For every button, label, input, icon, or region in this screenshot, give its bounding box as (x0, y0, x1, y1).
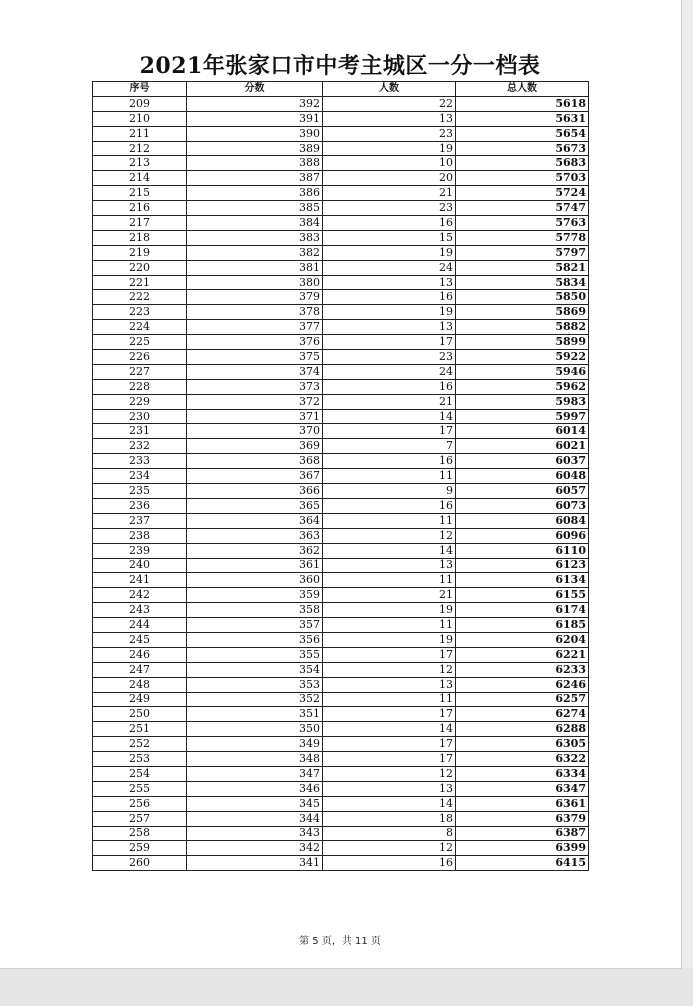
table-row (93, 826, 589, 841)
cell-score: 345 (187, 796, 323, 811)
cell-score: 342 (187, 841, 323, 856)
cell-seq: 227 (93, 364, 187, 379)
cell-seq: 259 (93, 841, 187, 856)
cell-total: 5983 (456, 394, 589, 409)
cell-score: 368 (187, 454, 323, 469)
table-row (93, 245, 589, 260)
cell-count: 17 (323, 752, 456, 767)
cell-count: 17 (323, 335, 456, 350)
cell-score: 364 (187, 513, 323, 528)
table-row (93, 364, 589, 379)
table-row (93, 320, 589, 335)
cell-seq: 221 (93, 275, 187, 290)
cell-count: 17 (323, 737, 456, 752)
cell-seq: 220 (93, 260, 187, 275)
table-row (93, 141, 589, 156)
cell-total: 6221 (456, 647, 589, 662)
cell-count: 13 (323, 558, 456, 573)
cell-score: 354 (187, 662, 323, 677)
cell-total: 6347 (456, 781, 589, 796)
table-row (93, 498, 589, 513)
cell-score: 370 (187, 424, 323, 439)
cell-total: 5850 (456, 290, 589, 305)
cell-score: 352 (187, 692, 323, 707)
cell-count: 19 (323, 305, 456, 320)
cell-seq: 255 (93, 781, 187, 796)
cell-count: 15 (323, 230, 456, 245)
cell-total: 6084 (456, 513, 589, 528)
cell-score: 376 (187, 335, 323, 350)
cell-score: 357 (187, 618, 323, 633)
cell-count: 11 (323, 692, 456, 707)
table-row (93, 796, 589, 811)
cell-score: 374 (187, 364, 323, 379)
cell-total: 5724 (456, 186, 589, 201)
cell-count: 17 (323, 707, 456, 722)
cell-score: 369 (187, 439, 323, 454)
cell-score: 383 (187, 230, 323, 245)
cell-count: 24 (323, 260, 456, 275)
cell-seq: 242 (93, 588, 187, 603)
table-row (93, 781, 589, 796)
cell-total: 6399 (456, 841, 589, 856)
cell-count: 16 (323, 454, 456, 469)
cell-count: 19 (323, 632, 456, 647)
vertical-scrollbar[interactable] (682, 0, 693, 968)
table-row (93, 722, 589, 737)
cell-count: 21 (323, 588, 456, 603)
cell-total: 6014 (456, 424, 589, 439)
cell-count: 11 (323, 573, 456, 588)
cell-score: 388 (187, 156, 323, 171)
table-row (93, 394, 589, 409)
cell-score: 347 (187, 766, 323, 781)
cell-total: 5946 (456, 364, 589, 379)
table-row (93, 439, 589, 454)
table-row (93, 379, 589, 394)
table-row (93, 841, 589, 856)
cell-seq: 258 (93, 826, 187, 841)
cell-seq: 247 (93, 662, 187, 677)
cell-total: 5797 (456, 245, 589, 260)
cell-count: 19 (323, 141, 456, 156)
cell-count: 13 (323, 677, 456, 692)
cell-count: 23 (323, 350, 456, 365)
table-row (93, 856, 589, 871)
table-row (93, 409, 589, 424)
cell-seq: 209 (93, 96, 187, 111)
cell-count: 23 (323, 201, 456, 216)
cell-count: 7 (323, 439, 456, 454)
cell-total: 6322 (456, 752, 589, 767)
cell-score: 377 (187, 320, 323, 335)
cell-total: 5922 (456, 350, 589, 365)
cell-count: 14 (323, 409, 456, 424)
cell-score: 358 (187, 603, 323, 618)
table-row (93, 424, 589, 439)
cell-count: 13 (323, 275, 456, 290)
cell-score: 359 (187, 588, 323, 603)
cell-count: 12 (323, 766, 456, 781)
cell-seq: 239 (93, 543, 187, 558)
cell-score: 365 (187, 498, 323, 513)
cell-count: 16 (323, 856, 456, 871)
cell-score: 350 (187, 722, 323, 737)
header-score: 分数 (187, 82, 323, 97)
table-row (93, 484, 589, 499)
cell-seq: 245 (93, 632, 187, 647)
cell-count: 14 (323, 722, 456, 737)
cell-score: 363 (187, 528, 323, 543)
cell-total: 6048 (456, 469, 589, 484)
cell-total: 6415 (456, 856, 589, 871)
cell-score: 390 (187, 126, 323, 141)
cell-count: 13 (323, 781, 456, 796)
cell-score: 367 (187, 469, 323, 484)
cell-count: 24 (323, 364, 456, 379)
page-footer: 第 5 页，共 11 页 (299, 936, 381, 947)
cell-total: 5703 (456, 171, 589, 186)
table-row (93, 216, 589, 231)
cell-seq: 237 (93, 513, 187, 528)
cell-score: 379 (187, 290, 323, 305)
cell-seq: 216 (93, 201, 187, 216)
table-row (93, 662, 589, 677)
cell-count: 19 (323, 603, 456, 618)
table-header-row (93, 82, 589, 97)
cell-total: 5834 (456, 275, 589, 290)
table-row (93, 96, 589, 111)
table-row (93, 290, 589, 305)
cell-count: 12 (323, 528, 456, 543)
cell-score: 341 (187, 856, 323, 871)
cell-score: 381 (187, 260, 323, 275)
cell-seq: 248 (93, 677, 187, 692)
cell-total: 5747 (456, 201, 589, 216)
table-row (93, 111, 589, 126)
cell-total: 6096 (456, 528, 589, 543)
cell-seq: 232 (93, 439, 187, 454)
table-row (93, 737, 589, 752)
table-row (93, 156, 589, 171)
cell-seq: 229 (93, 394, 187, 409)
table-row (93, 171, 589, 186)
table-row (93, 454, 589, 469)
cell-seq: 210 (93, 111, 187, 126)
cell-count: 12 (323, 841, 456, 856)
cell-count: 14 (323, 543, 456, 558)
cell-seq: 249 (93, 692, 187, 707)
table-row (93, 766, 589, 781)
table-row (93, 558, 589, 573)
table-row (93, 603, 589, 618)
cell-total: 5683 (456, 156, 589, 171)
cell-score: 343 (187, 826, 323, 841)
cell-seq: 219 (93, 245, 187, 260)
cell-total: 6185 (456, 618, 589, 633)
cell-count: 13 (323, 111, 456, 126)
table-row (93, 707, 589, 722)
cell-count: 16 (323, 498, 456, 513)
cell-count: 12 (323, 662, 456, 677)
cell-score: 348 (187, 752, 323, 767)
cell-seq: 228 (93, 379, 187, 394)
cell-count: 21 (323, 394, 456, 409)
table-row (93, 677, 589, 692)
cell-count: 22 (323, 96, 456, 111)
cell-score: 361 (187, 558, 323, 573)
table-row (93, 260, 589, 275)
table-row (93, 528, 589, 543)
cell-total: 5631 (456, 111, 589, 126)
cell-total: 6274 (456, 707, 589, 722)
cell-seq: 213 (93, 156, 187, 171)
cell-total: 6361 (456, 796, 589, 811)
table-row (93, 811, 589, 826)
cell-seq: 218 (93, 230, 187, 245)
table-row (93, 335, 589, 350)
cell-score: 391 (187, 111, 323, 126)
cell-total: 6057 (456, 484, 589, 499)
cell-count: 11 (323, 513, 456, 528)
cell-total: 6134 (456, 573, 589, 588)
cell-count: 17 (323, 647, 456, 662)
cell-total: 5882 (456, 320, 589, 335)
cell-total: 6073 (456, 498, 589, 513)
cell-seq: 243 (93, 603, 187, 618)
cell-score: 355 (187, 647, 323, 662)
cell-total: 5763 (456, 216, 589, 231)
cell-total: 6246 (456, 677, 589, 692)
cell-count: 21 (323, 186, 456, 201)
cell-seq: 212 (93, 141, 187, 156)
cell-total: 5962 (456, 379, 589, 394)
cell-total: 5778 (456, 230, 589, 245)
cell-seq: 231 (93, 424, 187, 439)
cell-score: 360 (187, 573, 323, 588)
header-count: 人数 (323, 82, 456, 97)
cell-count: 17 (323, 424, 456, 439)
header-seq: 序号 (93, 82, 187, 97)
cell-total: 5869 (456, 305, 589, 320)
cell-score: 353 (187, 677, 323, 692)
cell-seq: 256 (93, 796, 187, 811)
cell-score: 351 (187, 707, 323, 722)
viewer-bottom-area (0, 969, 693, 1006)
cell-count: 20 (323, 171, 456, 186)
cell-score: 344 (187, 811, 323, 826)
cell-score: 385 (187, 201, 323, 216)
cell-total: 6233 (456, 662, 589, 677)
table-row (93, 305, 589, 320)
cell-score: 380 (187, 275, 323, 290)
cell-total: 5673 (456, 141, 589, 156)
cell-seq: 235 (93, 484, 187, 499)
table-row (93, 692, 589, 707)
cell-count: 16 (323, 290, 456, 305)
cell-count: 23 (323, 126, 456, 141)
cell-count: 14 (323, 796, 456, 811)
cell-score: 382 (187, 245, 323, 260)
cell-seq: 215 (93, 186, 187, 201)
cell-total: 6387 (456, 826, 589, 841)
cell-seq: 244 (93, 618, 187, 633)
cell-count: 19 (323, 245, 456, 260)
cell-seq: 214 (93, 171, 187, 186)
cell-total: 6288 (456, 722, 589, 737)
cell-total: 6379 (456, 811, 589, 826)
cell-total: 6021 (456, 439, 589, 454)
cell-total: 6204 (456, 632, 589, 647)
cell-seq: 240 (93, 558, 187, 573)
cell-total: 5899 (456, 335, 589, 350)
cell-seq: 223 (93, 305, 187, 320)
cell-seq: 252 (93, 737, 187, 752)
cell-total: 6155 (456, 588, 589, 603)
table-row (93, 201, 589, 216)
cell-score: 392 (187, 96, 323, 111)
table-row (93, 126, 589, 141)
table-row (93, 350, 589, 365)
cell-score: 373 (187, 379, 323, 394)
cell-score: 372 (187, 394, 323, 409)
table-body (93, 96, 589, 870)
cell-seq: 233 (93, 454, 187, 469)
score-distribution-table (92, 81, 589, 871)
cell-seq: 217 (93, 216, 187, 231)
cell-score: 356 (187, 632, 323, 647)
cell-seq: 225 (93, 335, 187, 350)
cell-score: 371 (187, 409, 323, 424)
cell-seq: 224 (93, 320, 187, 335)
cell-seq: 222 (93, 290, 187, 305)
cell-count: 11 (323, 618, 456, 633)
cell-total: 6305 (456, 737, 589, 752)
cell-score: 366 (187, 484, 323, 499)
cell-count: 16 (323, 216, 456, 231)
cell-score: 384 (187, 216, 323, 231)
cell-seq: 251 (93, 722, 187, 737)
cell-seq: 253 (93, 752, 187, 767)
table-row (93, 573, 589, 588)
cell-total: 5618 (456, 96, 589, 111)
cell-total: 6037 (456, 454, 589, 469)
cell-seq: 236 (93, 498, 187, 513)
document-title: 2021年张家口市中考主城区一分一档表 (139, 53, 541, 79)
cell-seq: 241 (93, 573, 187, 588)
cell-score: 387 (187, 171, 323, 186)
cell-seq: 254 (93, 766, 187, 781)
cell-count: 11 (323, 469, 456, 484)
table-row (93, 647, 589, 662)
cell-score: 375 (187, 350, 323, 365)
table-row (93, 752, 589, 767)
cell-total: 6174 (456, 603, 589, 618)
cell-seq: 260 (93, 856, 187, 871)
table-row (93, 543, 589, 558)
cell-count: 9 (323, 484, 456, 499)
cell-total: 6110 (456, 543, 589, 558)
table-row (93, 230, 589, 245)
table-row (93, 469, 589, 484)
cell-total: 5654 (456, 126, 589, 141)
cell-seq: 257 (93, 811, 187, 826)
cell-total: 6123 (456, 558, 589, 573)
table-row (93, 513, 589, 528)
cell-seq: 226 (93, 350, 187, 365)
cell-score: 346 (187, 781, 323, 796)
cell-total: 6334 (456, 766, 589, 781)
cell-seq: 230 (93, 409, 187, 424)
table-row (93, 588, 589, 603)
cell-count: 10 (323, 156, 456, 171)
cell-seq: 246 (93, 647, 187, 662)
table-row (93, 275, 589, 290)
table-row (93, 186, 589, 201)
cell-count: 16 (323, 379, 456, 394)
cell-total: 6257 (456, 692, 589, 707)
cell-count: 18 (323, 811, 456, 826)
cell-count: 8 (323, 826, 456, 841)
table-row (93, 632, 589, 647)
cell-count: 13 (323, 320, 456, 335)
header-total: 总人数 (456, 82, 589, 97)
cell-score: 378 (187, 305, 323, 320)
cell-seq: 250 (93, 707, 187, 722)
cell-seq: 234 (93, 469, 187, 484)
cell-score: 349 (187, 737, 323, 752)
cell-total: 5997 (456, 409, 589, 424)
table-row (93, 618, 589, 633)
cell-score: 362 (187, 543, 323, 558)
cell-seq: 238 (93, 528, 187, 543)
cell-seq: 211 (93, 126, 187, 141)
cell-total: 5821 (456, 260, 589, 275)
cell-score: 386 (187, 186, 323, 201)
cell-score: 389 (187, 141, 323, 156)
